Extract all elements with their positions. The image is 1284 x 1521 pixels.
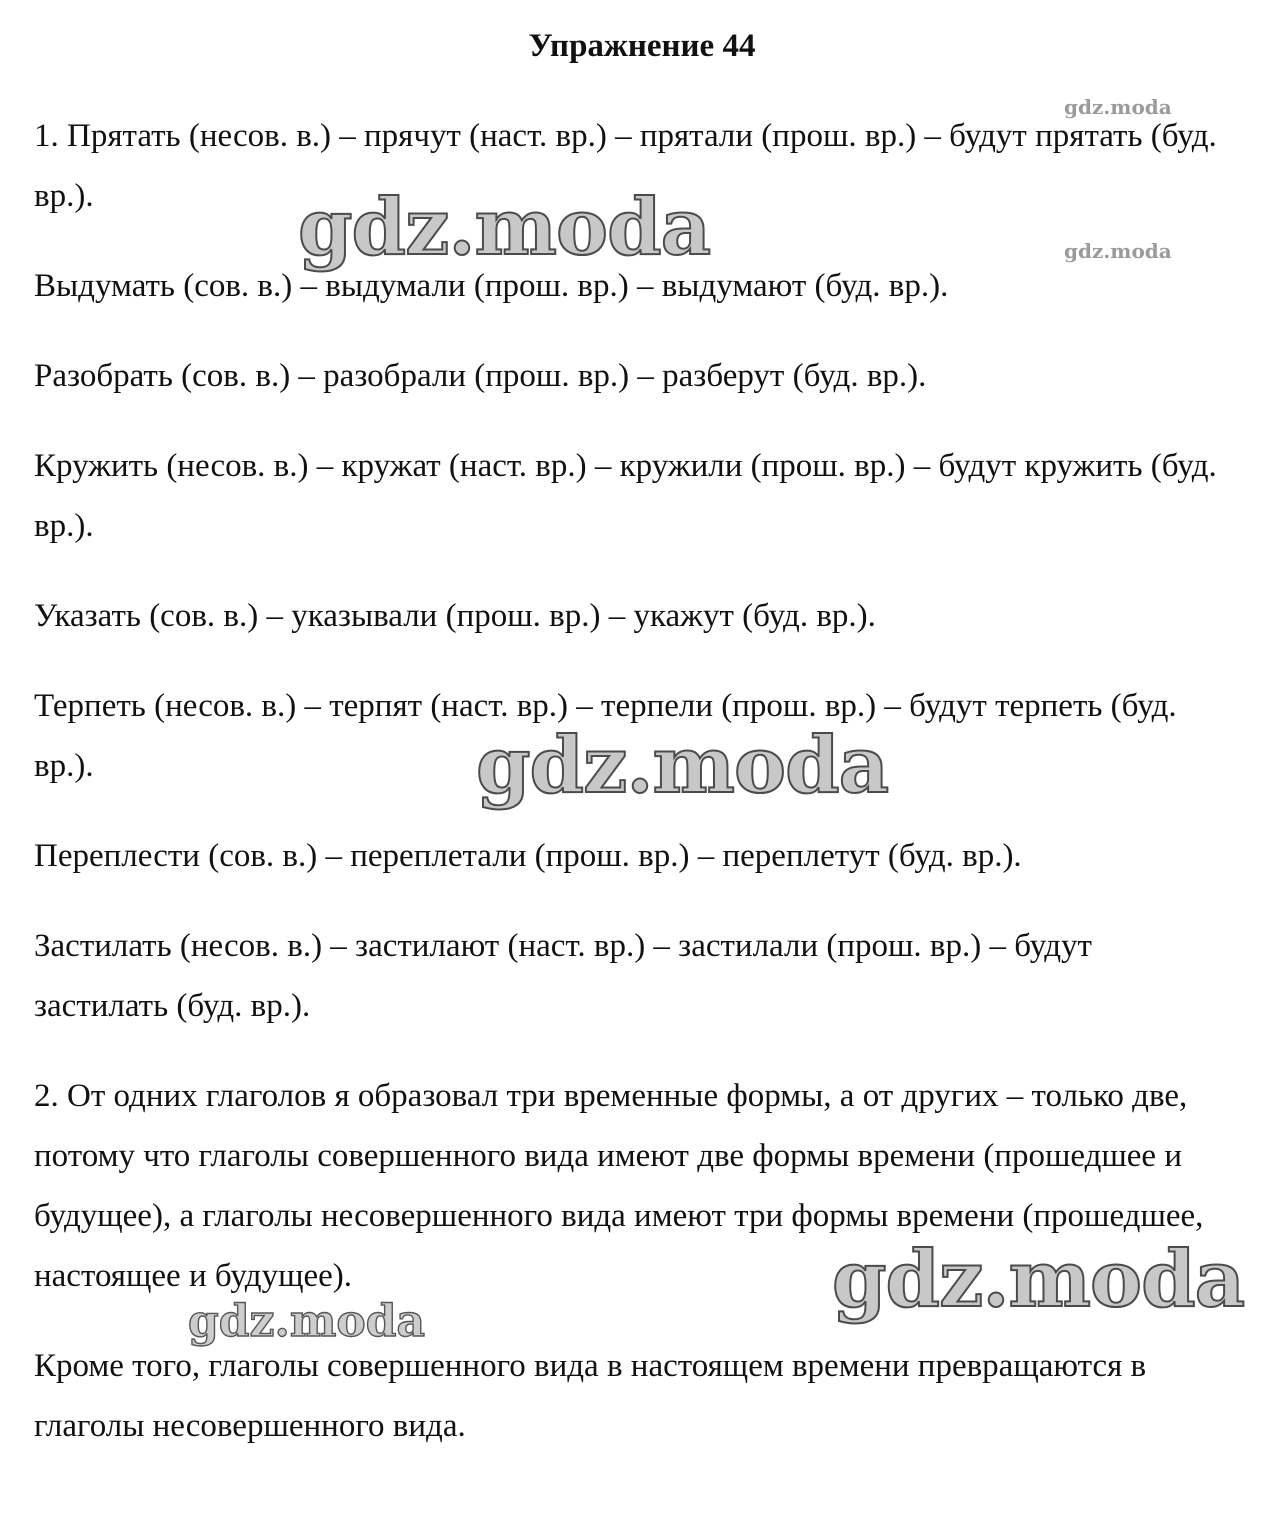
exercise-title: Упражнение 44	[528, 28, 756, 64]
watermark-large-3: gdz.moda	[832, 1234, 1245, 1325]
paragraph-9: 2. От одних глаголов я образовал три временные формы, а от других – только две, потому что глаголы совершенного вида имеют две формы времени (прошедшее и будущее), а глаголы несовершенного вида имеют три формы времени (прошедшее, настоящее и будущее).	[34, 1078, 1204, 1294]
watermark-large-2: gdz.moda	[476, 720, 889, 811]
paragraph-8: Застилать (несов. в.) – застилают (наст. вр.) – застилали (прош. вр.) – будут застилать (буд. вр.).	[34, 928, 1092, 1024]
paragraph-4: Кружить (несов. в.) – кружат (наст. вр.) – кружили (прош. вр.) – будут кружить (буд. вр.).	[34, 448, 1217, 544]
paragraph-3: Разобрать (сов. в.) – разобрали (прош. вр.) – разберут (буд. вр.).	[34, 358, 927, 394]
watermark-small-mid: gdz.moda	[1064, 239, 1172, 263]
paragraph-7: Переплести (сов. в.) – переплетали (прош. вр.) – переплетут (буд. вр.).	[34, 838, 1022, 874]
paragraph-10: Кроме того, глаголы совершенного вида в настоящем времени превращаются в глаголы несовершенного вида.	[34, 1348, 1147, 1444]
watermark-medium: gdz.moda	[188, 1296, 426, 1347]
paragraph-2: Выдумать (сов. в.) – выдумали (прош. вр.) – выдумают (буд. вр.).	[34, 268, 949, 304]
watermark-large-1: gdz.moda	[298, 182, 711, 273]
watermark-small-top: gdz.moda	[1064, 95, 1172, 119]
paragraph-5: Указать (сов. в.) – указывали (прош. вр.) – укажут (буд. вр.).	[34, 598, 876, 634]
paragraph-1: 1. Прятать (несов. в.) – прячут (наст. вр.) – прятали (прош. вр.) – будут прятать (буд. вр.).	[34, 118, 1217, 214]
paragraph-6: Терпеть (несов. в.) – терпят (наст. вр.) – терпели (прош. вр.) – будут терпеть (буд. вр.).	[34, 688, 1177, 784]
